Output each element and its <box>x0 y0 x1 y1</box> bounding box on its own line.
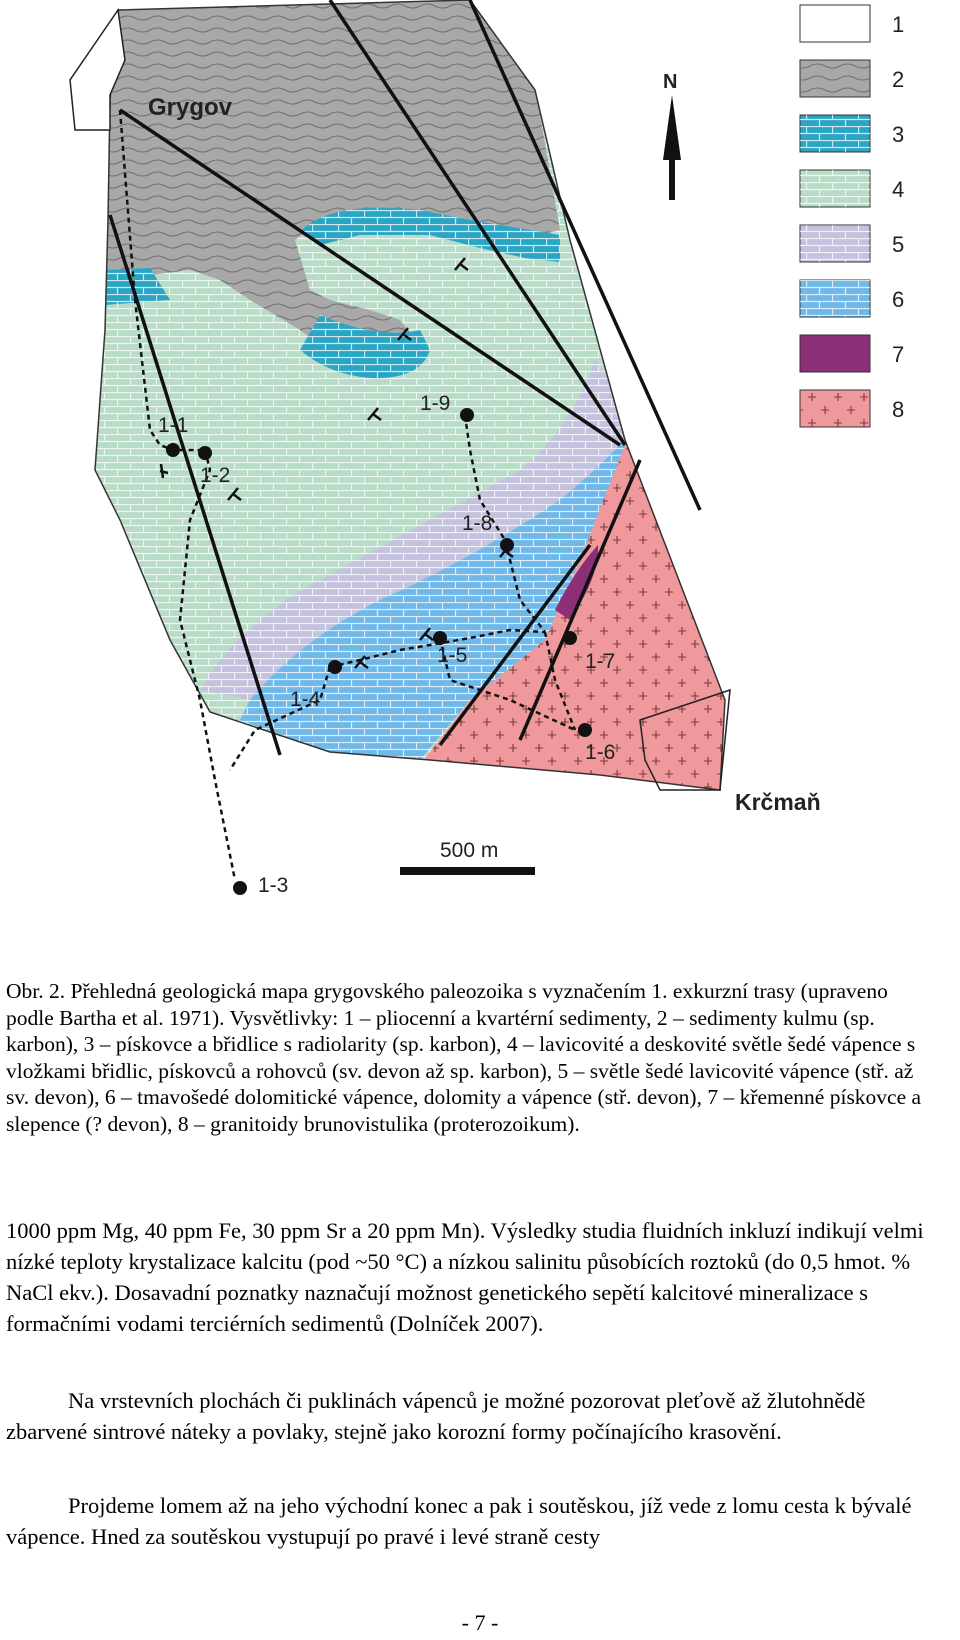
body-paragraph: Na vrstevních plochách či puklinách vápenců je možné pozorovat pleťově až žlutohnědě zbarvené sintrové náteky a povlaky, stejně jako korozní formy počínajícího krasovění. <box>6 1388 866 1444</box>
stop-label: 1-8 <box>462 512 493 535</box>
stop-label: 1-1 <box>158 414 189 437</box>
scale-label: 500 m <box>440 839 499 862</box>
stop-label: 1-9 <box>420 392 451 415</box>
figure-caption: Obr. 2. Přehledná geologická mapa grygovského paleozoika s vyznačením 1. exkurzní trasy (upraveno podle Bartha et al. 1971). Vysvětlivky: 1 – pliocenní a kvartérní sedimenty, 2 – sedimenty kulmu (sp. karbon), 3 – pískovce a břidlice s radiolarity (sp. karbon), 4 – lavicovité a deskovité světle šedé vápence s vložkami břidlic, pískovců a rohovců (sv. devon až sp. karbon), 5 – světle šedé lavicovité vápence (stř. až sv. devon), 6 – tmavošedé dolomitické vápence, dolomity a vápence (stř. devon), 7 – křemenné pískovce a slepence (? devon), 8 – granitoidy brunovistulika (proterozoikum). <box>6 979 922 1136</box>
legend-num: 1 <box>892 12 905 37</box>
legend-num: 2 <box>892 67 905 92</box>
stop-label: 1-7 <box>585 650 616 673</box>
legend-num: 5 <box>892 232 905 257</box>
stop-label: 1-4 <box>290 688 321 711</box>
stop-label: 1-3 <box>258 874 289 897</box>
legend <box>800 5 904 427</box>
legend-num: 6 <box>892 287 905 312</box>
north-label: N <box>663 71 678 93</box>
north-arrow-icon <box>663 95 681 200</box>
page-number: - 7 - <box>461 1610 499 1635</box>
grygov-label: Grygov <box>148 94 233 121</box>
legend-num: 8 <box>892 397 905 422</box>
stop-label: 1-6 <box>585 741 616 764</box>
legend-num: 7 <box>892 342 905 367</box>
body-paragraph: 1000 ppm Mg, 40 ppm Fe, 30 ppm Sr a 20 ppm Mn). Výsledky studia fluidních inkluzí indikují velmi nízké teploty krystalizace kalcitu (pod ~50 °C) a nízkou salinitu působících roztoků (do 0,5 hmot. % NaCl ekv.). Dosavadní poznatky naznačují možnost genetického sepětí kalcitové mineralizace s formačními vodami terciérních sedimentů (Dolníček 2007). <box>6 1218 924 1336</box>
stop-label: 1-5 <box>437 644 468 667</box>
legend-num: 4 <box>892 177 905 202</box>
body-paragraph: Projdeme lomem až na jeho východní konec a pak i soutěskou, jíž vede z lomu cesta k bývalé vápence. Hned za soutěskou vystupují po pravé i levé straně cesty <box>6 1493 912 1549</box>
krcman-label: Krčmaň <box>735 789 821 815</box>
stop-label: 1-2 <box>200 464 231 487</box>
legend-num: 3 <box>892 122 905 147</box>
scale-bar <box>400 867 535 875</box>
